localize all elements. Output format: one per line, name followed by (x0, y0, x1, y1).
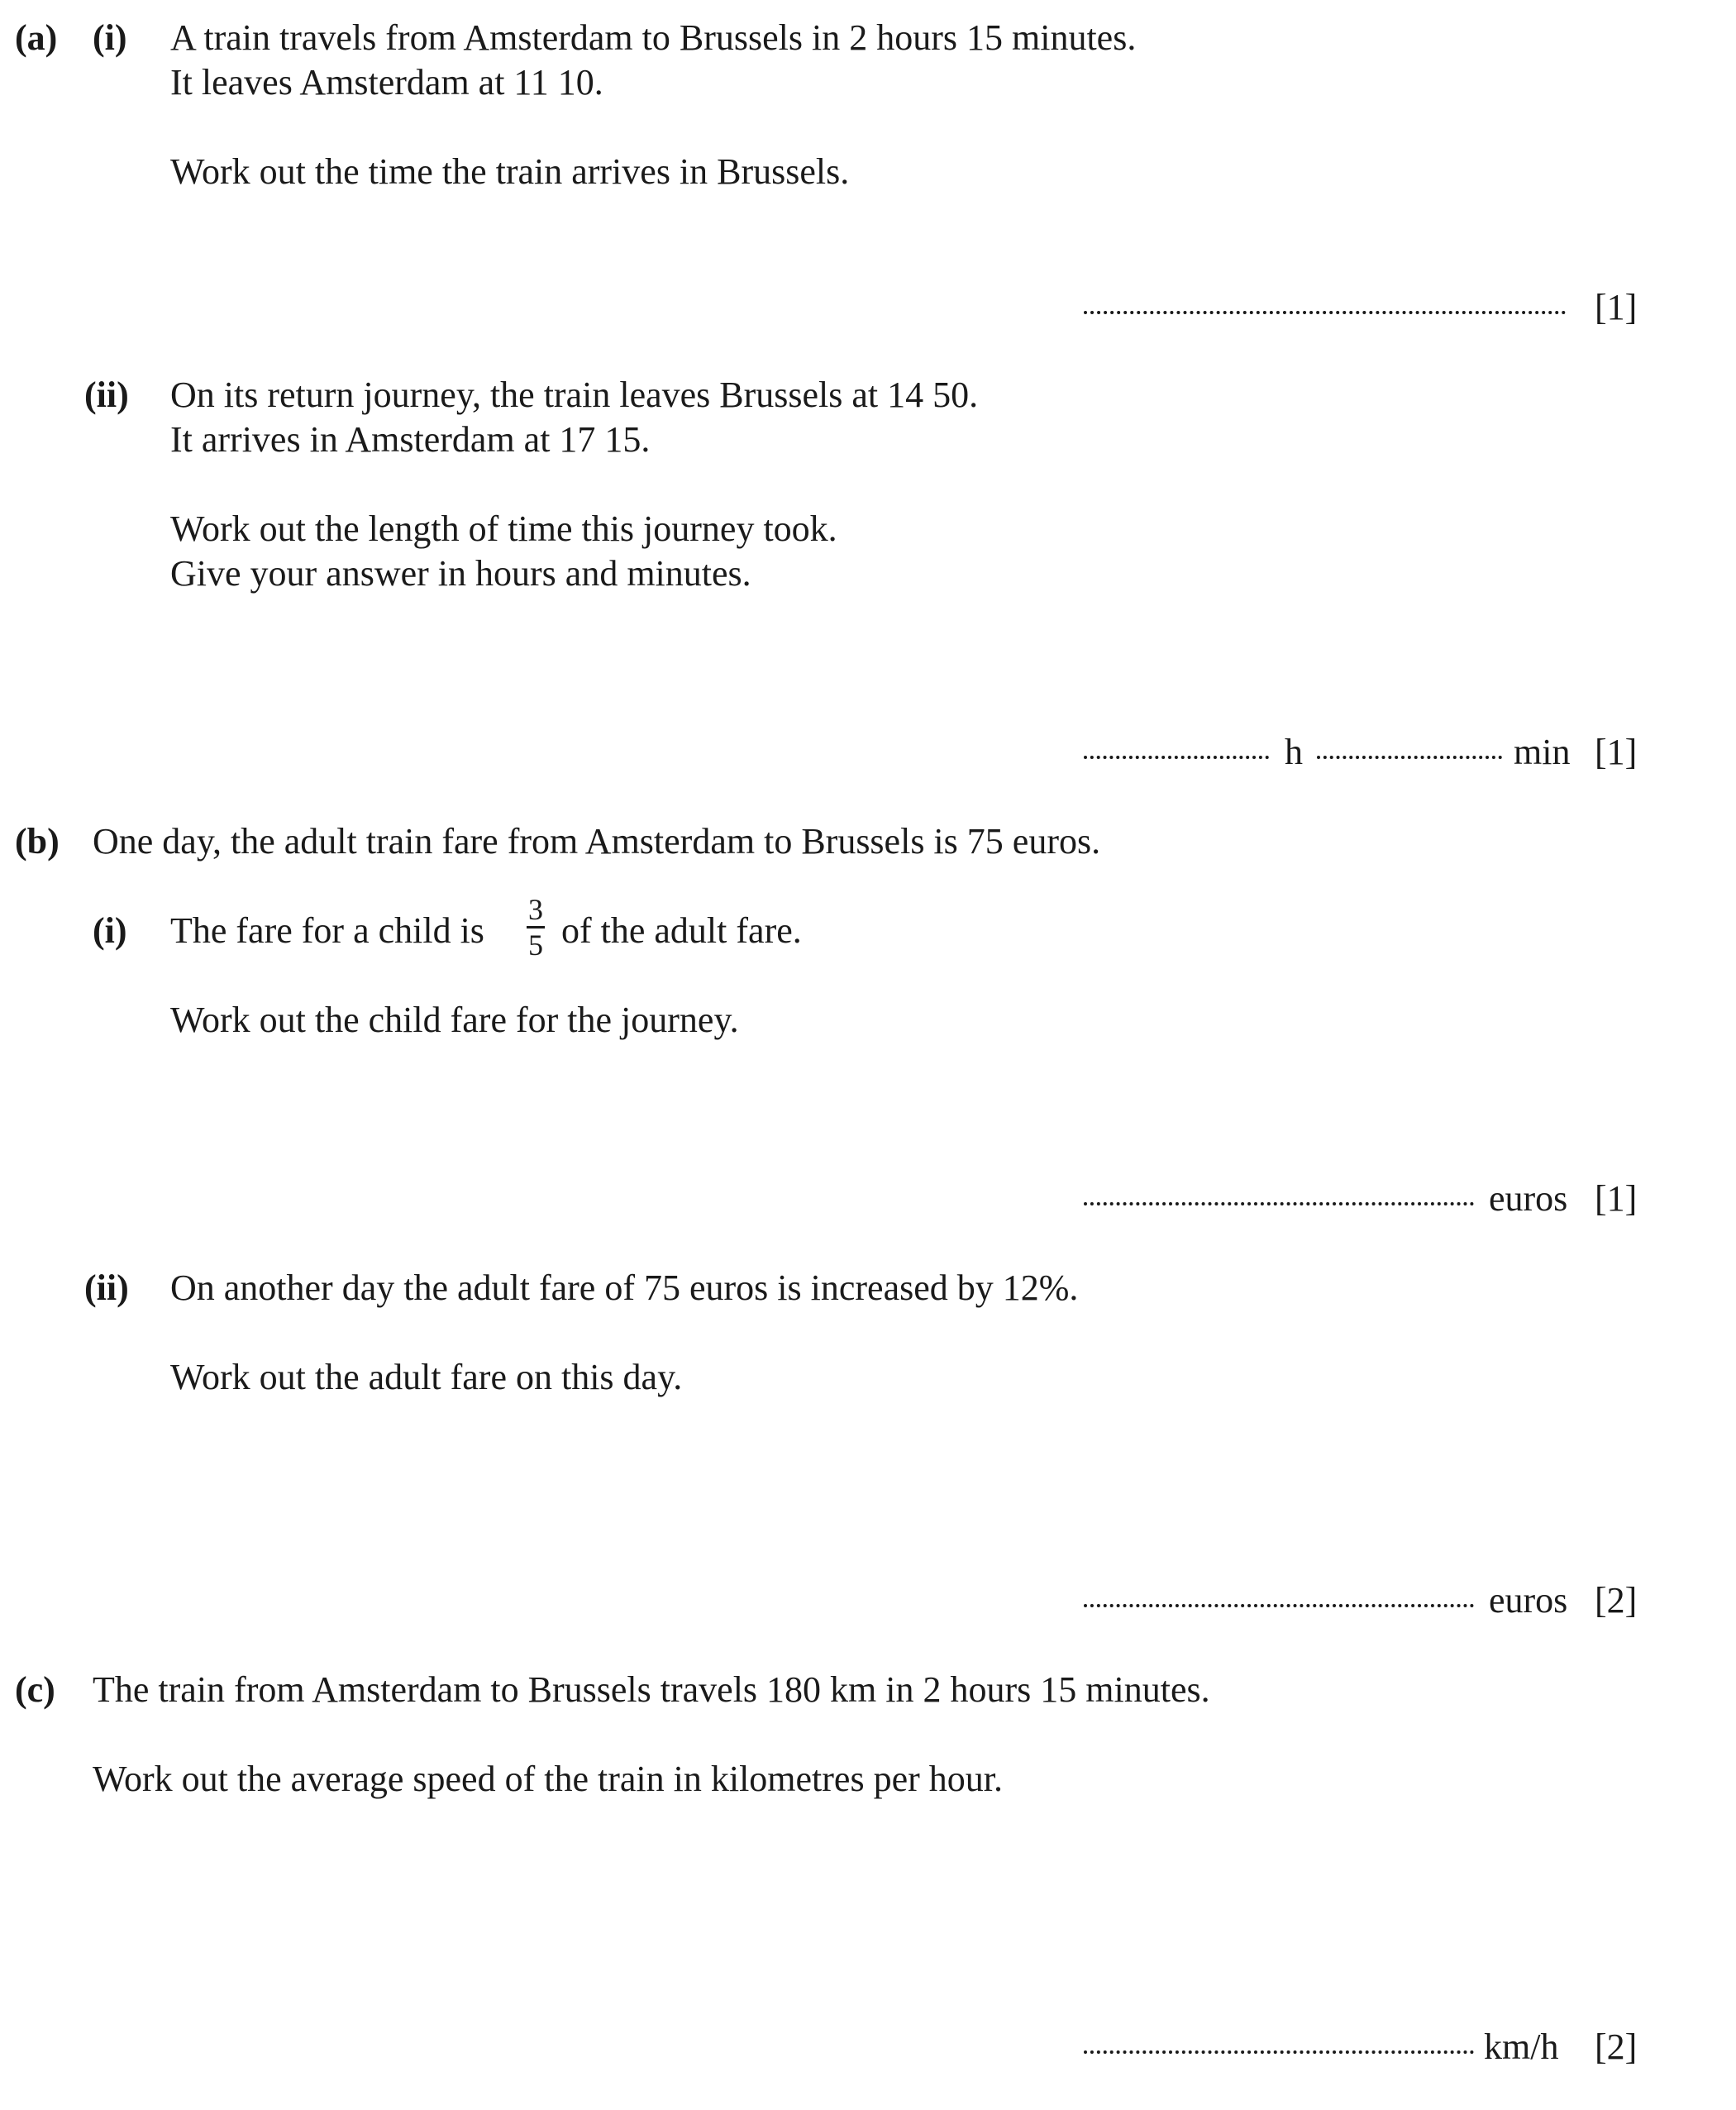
part-a-ii-instruction2: Give your answer in hours and minutes. (170, 553, 751, 594)
part-b-label: (b) (15, 821, 60, 862)
part-c-label: (c) (15, 1669, 55, 1710)
part-a-ii-line2: It arrives in Amsterdam at 17 15. (170, 419, 651, 460)
part-a-ii-instruction1: Work out the length of time this journey took. (170, 508, 837, 549)
marks-b-i: [1] (1595, 1178, 1638, 1219)
marks-a-ii: [1] (1595, 732, 1638, 772)
part-b-ii-label: (ii) (84, 1267, 129, 1308)
part-a-ii-line1: On its return journey, the train leaves Brussels at 14 50. (170, 375, 979, 415)
answer-line-a-ii-hours[interactable] (1084, 756, 1269, 759)
part-a-i-line1: A train travels from Amsterdam to Brussels in 2 hours 15 minutes. (170, 17, 1137, 58)
marks-b-ii: [2] (1595, 1580, 1638, 1621)
answer-line-b-ii[interactable] (1084, 1604, 1474, 1607)
part-a-i-instruction: Work out the time the train arrives in Brussels. (170, 151, 850, 192)
part-c-line1: The train from Amsterdam to Brussels travels 180 km in 2 hours 15 minutes. (93, 1669, 1210, 1710)
answer-line-c[interactable] (1084, 2050, 1474, 2054)
part-b-i-text-after: of the adult fare. (561, 910, 802, 951)
unit-km-per-hour: km/h (1484, 2026, 1559, 2067)
unit-minutes: min (1514, 732, 1571, 772)
marks-c: [2] (1595, 2026, 1638, 2067)
marks-a-i: [1] (1595, 287, 1638, 327)
part-a-ii-label: (ii) (84, 375, 129, 415)
part-b-ii-instruction: Work out the adult fare on this day. (170, 1357, 683, 1397)
fraction-denominator: 5 (528, 928, 543, 962)
part-b-i-label: (i) (93, 910, 127, 951)
unit-euros-b-i: euros (1489, 1178, 1568, 1219)
answer-line-a-i[interactable] (1084, 311, 1566, 314)
part-a-label: (a) (15, 17, 58, 58)
fraction-numerator: 3 (528, 893, 543, 926)
part-c-instruction: Work out the average speed of the train in kilometres per hour. (93, 1759, 1003, 1799)
unit-euros-b-ii: euros (1489, 1580, 1568, 1621)
fraction-three-fifths (527, 895, 545, 960)
part-a-i-label: (i) (93, 17, 127, 58)
answer-line-a-ii-minutes[interactable] (1317, 756, 1502, 759)
part-a-i-line2: It leaves Amsterdam at 11 10. (170, 62, 603, 103)
part-b-ii-line1: On another day the adult fare of 75 euros is increased by 12%. (170, 1267, 1079, 1308)
answer-line-b-i[interactable] (1084, 1202, 1474, 1205)
unit-hours: h (1285, 732, 1303, 772)
part-b-intro: One day, the adult train fare from Amsterdam to Brussels is 75 euros. (93, 821, 1101, 862)
part-b-i-instruction: Work out the child fare for the journey. (170, 1000, 739, 1040)
part-b-i-text-before: The fare for a child is (170, 910, 484, 951)
